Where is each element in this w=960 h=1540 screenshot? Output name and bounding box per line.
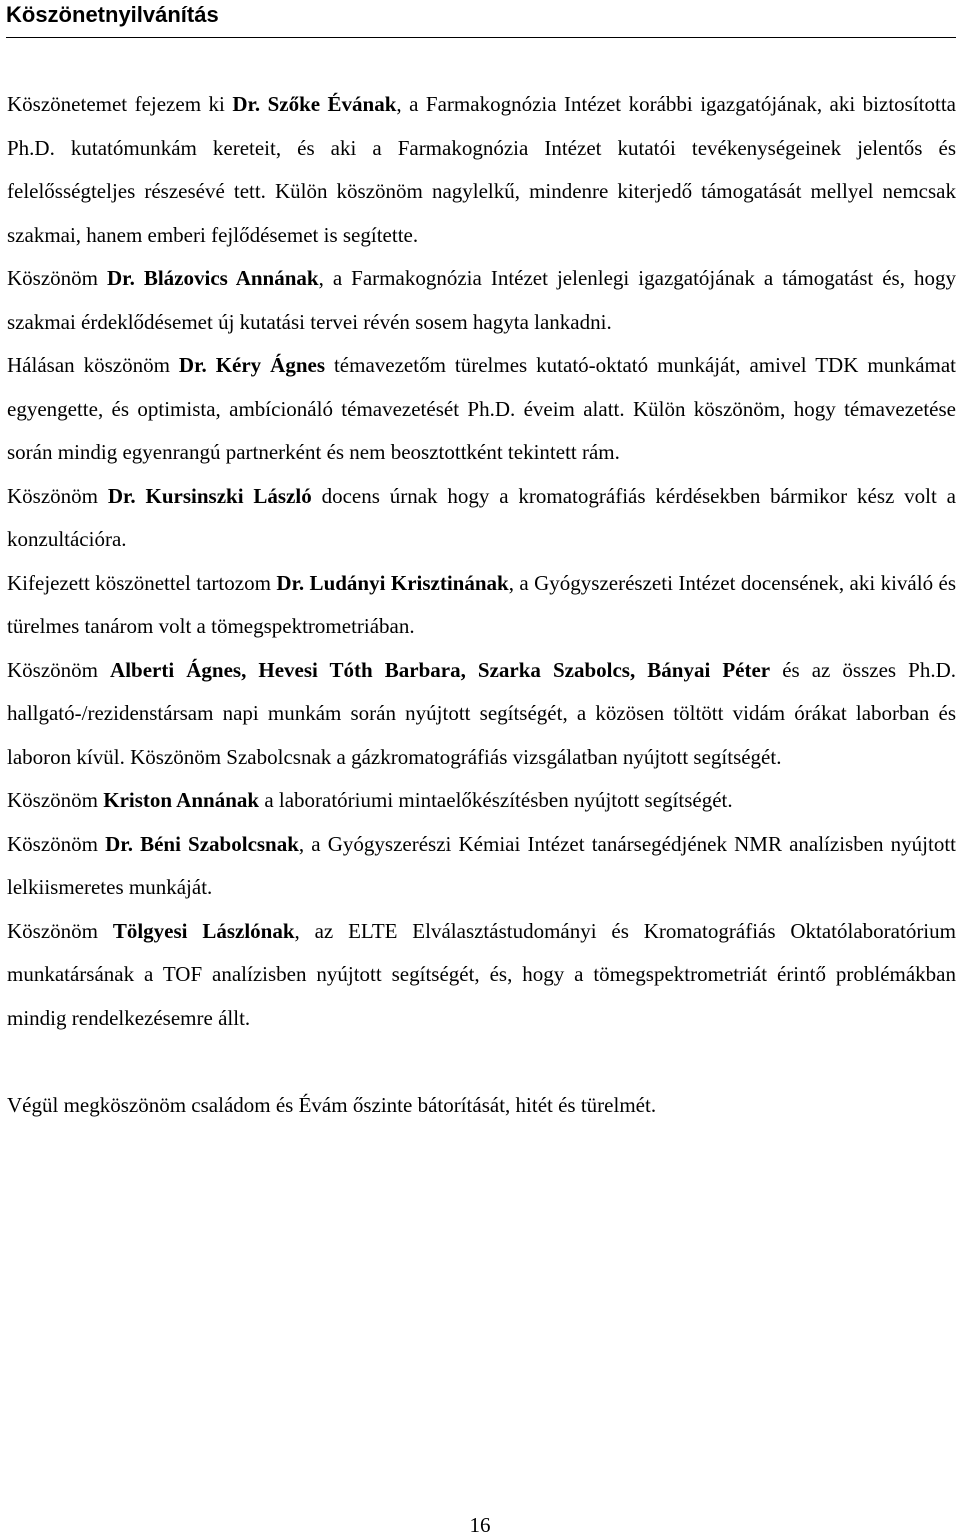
paragraph-text: , a Farmakognózia Intézet jelenlegi igazgatójának a támogatást és, hogy szakmai érdeklődésemet új kutatási tervei révén sosem hagyta lankadni. bbox=[7, 266, 956, 334]
person-name: Tölgyesi Lászlónak bbox=[112, 918, 295, 943]
person-name: Dr. Ludányi Krisztinának bbox=[276, 570, 509, 595]
paragraph-text: témavezetőm türelmes kutató-oktató munkáját, amivel TDK munkámat egyengette, és optimista, ambícionáló témavezetését Ph.D. éveim alatt. Külön köszönöm, hogy témavezetése során mindig egyenrangú partnerként és nem beosztottként tekintett rám. bbox=[7, 353, 957, 464]
paragraph-text: Köszönöm bbox=[7, 483, 108, 508]
paragraph-p9 bbox=[7, 910, 956, 1041]
paragraph-p5 bbox=[7, 562, 956, 649]
paragraph-text: Végül megköszönöm családom és Évám őszinte bátorítását, hitét és türelmét. bbox=[7, 1092, 657, 1117]
paragraph-p8 bbox=[7, 823, 956, 910]
paragraph-text: és az összes Ph.D. hallgató-/rezidenstársam napi munkám során nyújtott segítségét, a közösen töltött vidám órákat laborban és laboron kívül. Köszönöm Szabolcsnak a gázkromatográfiás vizsgálatban nyújtott segítségét. bbox=[7, 657, 956, 769]
paragraph-text: Hálásan köszönöm bbox=[7, 353, 179, 377]
paragraph-text: , az ELTE Elválasztástudományi és Kromatográfiás Oktatólaboratórium munkatársának a TOF analízisben nyújtott segítségét, és, hogy a tömegspektrometriát érintő problémákban mindig rendelkezésemre állt. bbox=[7, 918, 956, 1030]
person-name: Alberti Ágnes, Hevesi Tóth Barbara, Szarka Szabolcs, Bányai Péter bbox=[110, 657, 771, 682]
paragraph-text: Kifejezett köszönettel tartozom bbox=[7, 570, 277, 595]
paragraph-p6 bbox=[7, 649, 956, 780]
person-name: Dr. Szőke Évának bbox=[232, 92, 397, 116]
paragraph-text: , a Gyógyszerészi Kémiai Intézet tanársegédjének NMR analízisben nyújtott lelkiismeretes munkáját. bbox=[7, 831, 957, 899]
paragraph-text: , a Gyógyszerészeti Intézet docensének, aki kiváló és türelmes tanárom volt a tömegspektrometriában. bbox=[7, 570, 956, 638]
paragraph-text: docens úrnak hogy a kromatográfiás kérdésekben bármikor kész volt a konzultációra. bbox=[7, 483, 956, 551]
paragraph-text: Köszönöm bbox=[7, 918, 113, 943]
paragraph-p3 bbox=[7, 344, 956, 475]
paragraph-text: Köszönöm bbox=[7, 266, 108, 290]
acknowledgements-body bbox=[7, 83, 956, 1127]
title-divider bbox=[6, 37, 956, 38]
paragraph-text: Köszönöm bbox=[7, 657, 111, 682]
paragraph-text: , a Farmakognózia Intézet korábbi igazgatójának, aki biztosította Ph.D. kutatómunkám kereteit, és aki a Farmakognózia Intézet kutatói tevékenységeinek jelentős és felelősségteljes részesévé tett. Külön köszönöm nagylelkű, mindenre kiterjedő támogatását mellyel nemcsak szakmai, hanem emberi fejlődésemet is segítette. bbox=[7, 92, 956, 247]
paragraph-p4 bbox=[7, 475, 956, 562]
page-number: 16 bbox=[469, 1513, 491, 1537]
paragraph-p1 bbox=[7, 83, 956, 257]
paragraph-text: Köszönöm bbox=[7, 831, 106, 856]
person-name: Dr. Kéry Ágnes bbox=[178, 353, 325, 377]
paragraph-p2 bbox=[7, 257, 956, 344]
paragraph-text: Köszönetemet fejezem ki bbox=[7, 92, 233, 116]
paragraph-text: Köszönöm bbox=[7, 788, 104, 812]
paragraph-p7 bbox=[7, 779, 956, 823]
paragraph-text: a laboratóriumi mintaelőkészítésben nyújtott segítségét. bbox=[259, 788, 733, 812]
page-title: Köszönetnyilvánítás bbox=[6, 2, 219, 27]
person-name: Dr. Blázovics Annának bbox=[107, 266, 319, 290]
person-name: Dr. Béni Szabolcsnak bbox=[105, 831, 299, 856]
person-name: Kriston Annának bbox=[103, 788, 260, 812]
paragraph-p10 bbox=[7, 1084, 956, 1128]
person-name: Dr. Kursinszki László bbox=[107, 483, 312, 508]
